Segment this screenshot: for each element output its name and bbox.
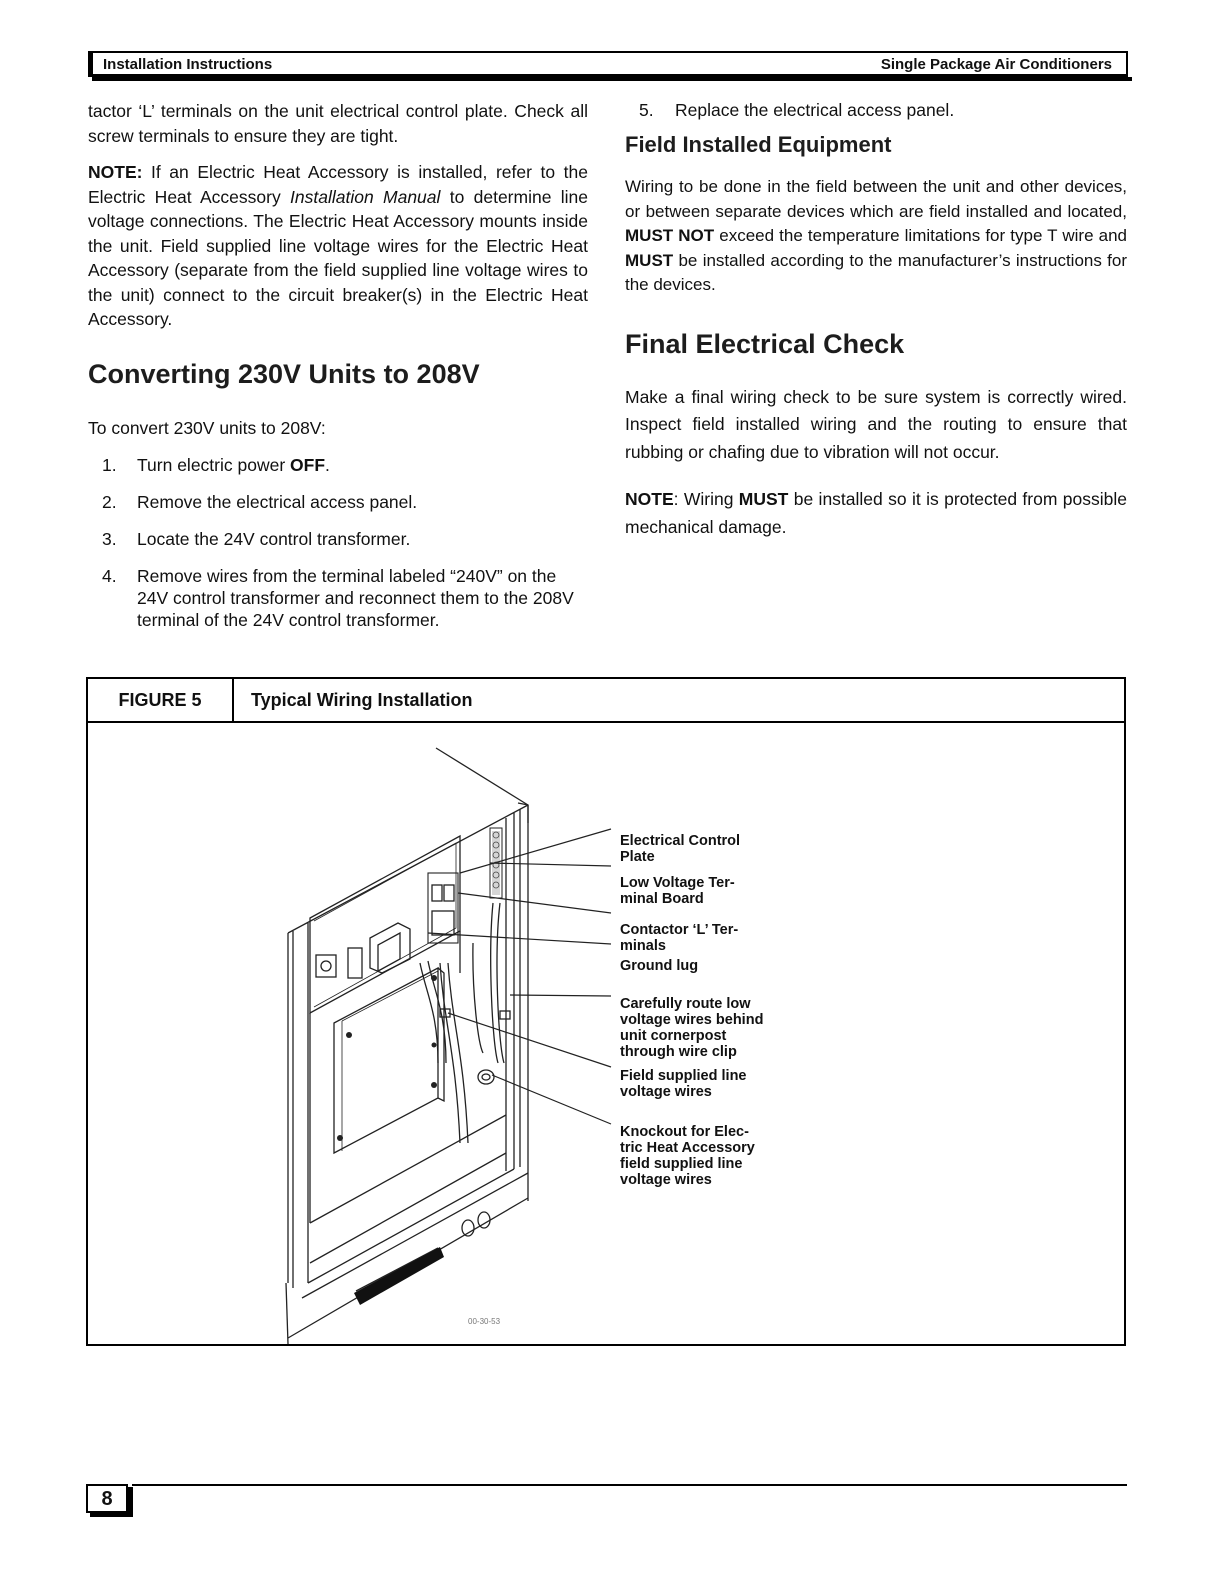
page-header	[88, 51, 1128, 77]
step-number: 2.	[102, 492, 117, 512]
drawing-id: 00-30-53	[468, 1317, 501, 1326]
final-check-note	[625, 486, 1127, 541]
note-text-pre: : Wiring	[673, 489, 739, 509]
note-text-post: be installed so it is protected from possible mechanical damage.	[625, 489, 1127, 537]
header-shadow	[92, 77, 1132, 81]
label-line: Contactor ‘L’ Ter-	[620, 922, 739, 938]
label-line: voltage wires	[620, 1084, 712, 1100]
label-contactor-terminals	[620, 922, 738, 954]
final-check-paragraph: Make a final wiring check to be sure system is correctly wired. Inspect field installed wiring and the routing to ensure that rubbing or chafing due to vibration will not occur.	[625, 386, 1127, 462]
page-box-shadow	[90, 1512, 133, 1517]
figure-5	[86, 677, 1126, 1346]
step-text: Turn electric power	[137, 455, 291, 475]
field-text-post: be installed according to the manufacturer’s instructions for the devices.	[625, 250, 1127, 294]
field-text-pre: Wiring to be done in the field between the unit and other devices, or between separate devices which are field installed and located,	[625, 177, 1127, 221]
label-line: minals	[620, 938, 666, 954]
label-line: Knockout for Elec-	[620, 1124, 749, 1140]
label-line: unit cornerpost	[620, 1028, 727, 1044]
step-text: Remove wires from the terminal labeled “240V” on the 24V control transformer and reconnect them to the 208V terminal of the 24V control transformer.	[137, 566, 574, 630]
step-text: Remove the electrical access panel.	[137, 492, 418, 512]
field-installed-heading: Field Installed Equipment	[625, 132, 892, 157]
figure-caption-bar	[88, 679, 1124, 723]
figure-title: Typical Wiring Installation	[251, 690, 473, 710]
manual-title: Installation Manual	[290, 186, 441, 207]
step-4	[88, 565, 588, 631]
header-left: Installation Instructions	[103, 56, 273, 73]
figure-number: FIGURE 5	[88, 679, 234, 721]
step-bold: OFF	[290, 455, 326, 475]
converting-heading: Converting 230V Units to 208V	[88, 358, 480, 389]
label-knockout-electric-heat	[620, 1124, 755, 1188]
field-bold-2: MUST	[625, 250, 674, 270]
final-check-heading: Final Electrical Check	[625, 328, 905, 359]
label-line: voltage wires	[620, 1172, 712, 1188]
note-label: NOTE:	[88, 162, 143, 182]
step-5	[625, 99, 1127, 121]
page-number-box	[86, 1484, 132, 1516]
page-number: 8	[86, 1484, 128, 1513]
step-3	[88, 528, 588, 550]
note-bold: MUST	[738, 489, 789, 509]
step-2	[88, 491, 588, 513]
field-installed-paragraph	[625, 175, 1127, 298]
label-line: Field supplied line	[620, 1068, 747, 1084]
label-line: voltage wires behind	[620, 1012, 764, 1028]
label-line: Ground lug	[620, 958, 699, 974]
step-text-post: .	[325, 455, 330, 475]
note-label: NOTE	[625, 489, 674, 509]
step-number: 1.	[102, 455, 117, 475]
right-column	[625, 99, 1127, 541]
label-line: Carefully route low	[620, 996, 751, 1012]
step-text: Locate the 24V control transformer.	[137, 529, 411, 549]
convert-steps	[88, 454, 588, 631]
step-1	[88, 454, 588, 476]
step-number: 4.	[102, 566, 117, 586]
label-line: through wire clip	[620, 1044, 737, 1060]
label-line: field supplied line	[620, 1156, 743, 1172]
label-line: minal Board	[620, 891, 704, 907]
label-route-low-voltage-wires	[620, 996, 763, 1060]
label-line: tric Heat Accessory	[620, 1140, 755, 1156]
note-text-pre: If an Electric Heat Accessory is installed, refer to the Electric Heat Accessory	[88, 162, 588, 207]
step-number: 5.	[639, 100, 654, 120]
step-number: 3.	[102, 529, 117, 549]
label-line: Electrical Control	[620, 833, 741, 849]
label-low-voltage-terminal-board	[620, 875, 735, 907]
wiring-illustration	[88, 723, 1124, 1344]
convert-intro: To convert 230V units to 208V:	[88, 417, 326, 438]
convert-steps-cont	[625, 99, 1127, 121]
label-ground-lug	[620, 958, 698, 974]
label-line: Low Voltage Ter-	[620, 875, 735, 891]
continued-paragraph: tactor ‘L’ terminals on the unit electrical control plate. Check all screw terminals to ensure they are tight.	[88, 101, 588, 146]
label-field-supplied-line-voltage	[620, 1068, 747, 1100]
header-right: Single Package Air Conditioners	[880, 56, 1112, 73]
field-bold-1: MUST NOT	[625, 226, 715, 245]
label-line: Plate	[620, 849, 655, 865]
electric-heat-note	[88, 160, 588, 332]
label-electrical-control-plate	[620, 833, 740, 865]
footer-rule	[132, 1484, 1127, 1486]
field-text-mid: exceed the temperature limitations for type T wire and	[714, 226, 1127, 245]
step-text: Replace the electrical access panel.	[675, 100, 955, 120]
left-column	[88, 99, 588, 641]
note-text-post: to determine line voltage connections. The Electric Heat Accessory mounts inside the unit. Field supplied line voltage wires for the Electric Heat Accessory (separate from the field supplied line voltage wires to the unit) connect to the circuit breaker(s) in the Electric Heat Accessory.	[88, 186, 588, 329]
